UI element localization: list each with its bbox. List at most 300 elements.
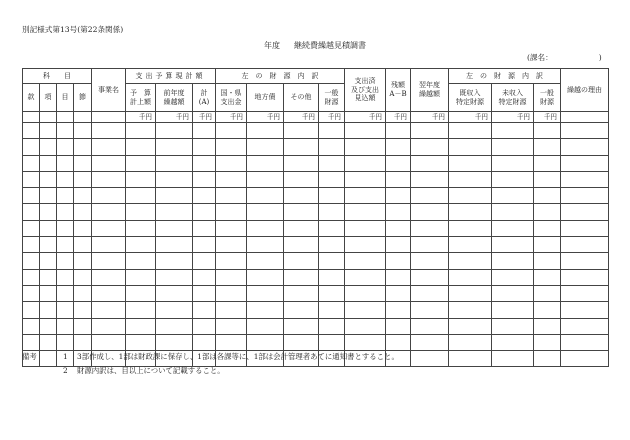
table-cell[interactable] (57, 139, 74, 155)
table-cell[interactable] (561, 334, 609, 350)
table-cell[interactable] (247, 220, 284, 236)
table-cell[interactable] (156, 237, 193, 253)
table-cell[interactable] (193, 237, 216, 253)
table-cell[interactable] (247, 285, 284, 301)
table-cell[interactable] (40, 302, 57, 318)
table-cell[interactable] (216, 220, 247, 236)
table-cell[interactable] (23, 123, 40, 139)
table-cell[interactable] (345, 253, 386, 269)
table-cell[interactable] (492, 220, 534, 236)
table-cell[interactable] (492, 171, 534, 187)
table-cell[interactable] (449, 204, 492, 220)
table-cell[interactable] (126, 302, 156, 318)
table-cell[interactable] (534, 237, 561, 253)
table-cell[interactable] (449, 351, 492, 367)
table-cell[interactable] (92, 285, 126, 301)
table-cell[interactable] (193, 220, 216, 236)
table-cell[interactable] (284, 334, 319, 350)
table-cell[interactable] (216, 253, 247, 269)
table-cell[interactable] (492, 302, 534, 318)
table-cell[interactable] (156, 155, 193, 171)
table-cell[interactable] (193, 139, 216, 155)
table-cell[interactable] (492, 351, 534, 367)
table-cell[interactable] (492, 285, 534, 301)
table-cell[interactable] (561, 318, 609, 334)
table-cell[interactable] (319, 237, 345, 253)
table-cell[interactable] (386, 123, 411, 139)
table-cell[interactable] (284, 188, 319, 204)
table-row (23, 188, 609, 204)
table-cell[interactable] (23, 302, 40, 318)
header-kamoku: 科 目 (23, 69, 92, 84)
table-cell[interactable] (561, 351, 609, 367)
table-cell[interactable] (40, 237, 57, 253)
table-cell[interactable] (449, 253, 492, 269)
table-cell[interactable] (74, 123, 92, 139)
table-cell[interactable] (74, 204, 92, 220)
table-cell[interactable] (92, 318, 126, 334)
table-cell[interactable] (193, 155, 216, 171)
table-cell[interactable] (492, 155, 534, 171)
table-cell[interactable] (23, 139, 40, 155)
table-cell[interactable] (561, 302, 609, 318)
table-cell[interactable] (492, 204, 534, 220)
table-cell[interactable] (92, 269, 126, 285)
table-cell[interactable] (156, 139, 193, 155)
table-cell[interactable] (40, 220, 57, 236)
table-cell[interactable] (561, 237, 609, 253)
table-cell[interactable] (411, 204, 449, 220)
table-cell[interactable] (319, 334, 345, 350)
unit-kei: 千円 (193, 112, 216, 123)
table-cell[interactable] (284, 318, 319, 334)
table-cell[interactable] (411, 220, 449, 236)
table-cell[interactable] (74, 188, 92, 204)
table-cell[interactable] (156, 285, 193, 301)
table-cell[interactable] (40, 171, 57, 187)
table-cell[interactable] (40, 155, 57, 171)
table-cell[interactable] (247, 334, 284, 350)
table-cell[interactable] (561, 123, 609, 139)
table-cell[interactable] (126, 188, 156, 204)
title-main: 継続費繰越見積調書 (294, 41, 366, 50)
table-cell[interactable] (74, 334, 92, 350)
table-cell[interactable] (284, 220, 319, 236)
table-cell[interactable] (411, 351, 449, 367)
header-mishu: 未収入 特定財源 (492, 84, 534, 112)
header-yokunendo: 翌年度 繰越額 (411, 69, 449, 112)
table-cell[interactable] (216, 123, 247, 139)
table-cell[interactable] (411, 188, 449, 204)
table-cell[interactable] (492, 139, 534, 155)
table-cell[interactable] (386, 204, 411, 220)
table-cell[interactable] (534, 285, 561, 301)
table-cell[interactable] (57, 204, 74, 220)
table-cell[interactable] (534, 269, 561, 285)
table-cell[interactable] (126, 220, 156, 236)
table-cell[interactable] (411, 269, 449, 285)
table-cell[interactable] (57, 318, 74, 334)
table-cell[interactable] (247, 237, 284, 253)
table-cell[interactable] (247, 171, 284, 187)
table-cell[interactable] (386, 253, 411, 269)
table-cell[interactable] (319, 155, 345, 171)
table-row (23, 139, 609, 155)
table-cell[interactable] (126, 123, 156, 139)
table-cell[interactable] (23, 285, 40, 301)
table-cell[interactable] (561, 188, 609, 204)
table-cell[interactable] (193, 302, 216, 318)
table-cell[interactable] (23, 237, 40, 253)
table-cell[interactable] (216, 334, 247, 350)
table-cell[interactable] (319, 269, 345, 285)
table-cell[interactable] (57, 285, 74, 301)
table-cell[interactable] (216, 171, 247, 187)
table-cell[interactable] (156, 253, 193, 269)
table-cell[interactable] (92, 237, 126, 253)
table-cell[interactable] (284, 171, 319, 187)
unit-cell (92, 112, 126, 123)
table-cell[interactable] (386, 139, 411, 155)
table-cell[interactable] (92, 204, 126, 220)
table-cell[interactable] (74, 237, 92, 253)
table-cell[interactable] (449, 285, 492, 301)
table-cell[interactable] (411, 334, 449, 350)
table-cell[interactable] (74, 220, 92, 236)
unit-kishu: 千円 (449, 112, 492, 123)
table-row (23, 123, 609, 139)
table-cell[interactable] (345, 237, 386, 253)
table-cell[interactable] (193, 253, 216, 269)
table-cell[interactable] (57, 188, 74, 204)
header-zaigen: 左 の 財 源 内 訳 (216, 69, 345, 84)
table-cell[interactable] (411, 285, 449, 301)
table-cell[interactable] (345, 269, 386, 285)
table-cell[interactable] (126, 237, 156, 253)
table-cell[interactable] (319, 253, 345, 269)
table-cell[interactable] (492, 269, 534, 285)
table-cell[interactable] (247, 253, 284, 269)
table-cell[interactable] (386, 188, 411, 204)
title-year: 年度 (264, 41, 280, 50)
header-shishutsuzumi: 支出済 及び支出 見込額 (345, 69, 386, 112)
table-cell[interactable] (534, 318, 561, 334)
table-cell[interactable] (386, 220, 411, 236)
unit-ippan-b: 千円 (534, 112, 561, 123)
table-cell[interactable] (561, 220, 609, 236)
table-cell[interactable] (216, 204, 247, 220)
table-cell[interactable] (57, 334, 74, 350)
header-ippan-b: 一般 財源 (534, 84, 561, 112)
table-cell[interactable] (449, 237, 492, 253)
table-cell[interactable] (534, 171, 561, 187)
table-cell[interactable] (319, 302, 345, 318)
table-cell[interactable] (23, 269, 40, 285)
table-cell[interactable] (40, 285, 57, 301)
table-cell[interactable] (92, 220, 126, 236)
table-cell[interactable] (534, 253, 561, 269)
table-cell[interactable] (345, 220, 386, 236)
table-cell[interactable] (126, 253, 156, 269)
table-cell[interactable] (23, 253, 40, 269)
table-cell[interactable] (40, 123, 57, 139)
table-cell[interactable] (561, 204, 609, 220)
table-cell[interactable] (534, 139, 561, 155)
table-cell[interactable] (193, 171, 216, 187)
table-cell[interactable] (284, 269, 319, 285)
table-cell[interactable] (449, 302, 492, 318)
table-cell[interactable] (126, 334, 156, 350)
note-number: 1 (63, 352, 68, 361)
table-cell[interactable] (561, 253, 609, 269)
table-cell[interactable] (534, 220, 561, 236)
table-cell[interactable] (411, 302, 449, 318)
table-cell[interactable] (284, 155, 319, 171)
table-cell[interactable] (492, 188, 534, 204)
table-cell[interactable] (74, 253, 92, 269)
table-cell[interactable] (247, 302, 284, 318)
table-cell[interactable] (534, 334, 561, 350)
table-cell[interactable] (40, 334, 57, 350)
table-cell[interactable] (40, 188, 57, 204)
table-cell[interactable] (449, 171, 492, 187)
table-cell[interactable] (247, 155, 284, 171)
table-cell[interactable] (156, 171, 193, 187)
table-cell[interactable] (216, 269, 247, 285)
table-cell[interactable] (156, 334, 193, 350)
table-cell[interactable] (57, 302, 74, 318)
table-cell[interactable] (247, 123, 284, 139)
table-cell[interactable] (193, 188, 216, 204)
table-cell[interactable] (449, 188, 492, 204)
table-cell[interactable] (449, 155, 492, 171)
table-cell[interactable] (284, 123, 319, 139)
table-cell[interactable] (345, 302, 386, 318)
table-cell[interactable] (345, 123, 386, 139)
table-cell[interactable] (40, 204, 57, 220)
table-cell[interactable] (247, 269, 284, 285)
table-cell[interactable] (449, 123, 492, 139)
table-cell[interactable] (411, 237, 449, 253)
table-cell[interactable] (23, 188, 40, 204)
table-cell[interactable] (561, 155, 609, 171)
table-cell[interactable] (216, 237, 247, 253)
table-cell[interactable] (319, 204, 345, 220)
table-cell[interactable] (411, 171, 449, 187)
table-cell[interactable] (284, 285, 319, 301)
table-cell[interactable] (345, 334, 386, 350)
table-cell[interactable] (74, 318, 92, 334)
table-cell[interactable] (126, 139, 156, 155)
table-cell[interactable] (345, 318, 386, 334)
table-cell[interactable] (74, 302, 92, 318)
table-cell[interactable] (411, 155, 449, 171)
table-cell[interactable] (40, 269, 57, 285)
table-cell[interactable] (319, 171, 345, 187)
table-cell[interactable] (216, 139, 247, 155)
table-cell[interactable] (193, 123, 216, 139)
table-cell[interactable] (561, 285, 609, 301)
table-cell[interactable] (492, 237, 534, 253)
table-row (23, 269, 609, 285)
unit-cell (23, 112, 40, 123)
table-cell[interactable] (92, 253, 126, 269)
table-cell[interactable] (386, 269, 411, 285)
table-cell[interactable] (126, 269, 156, 285)
table-cell[interactable] (449, 269, 492, 285)
table-cell[interactable] (561, 269, 609, 285)
table-cell[interactable] (319, 123, 345, 139)
table-cell[interactable] (345, 171, 386, 187)
table-cell[interactable] (492, 123, 534, 139)
table-cell[interactable] (319, 188, 345, 204)
table-cell[interactable] (492, 334, 534, 350)
table-cell[interactable] (156, 269, 193, 285)
table-cell[interactable] (23, 155, 40, 171)
table-cell[interactable] (386, 302, 411, 318)
table-cell[interactable] (156, 204, 193, 220)
table-cell[interactable] (386, 318, 411, 334)
table-cell[interactable] (319, 220, 345, 236)
table-cell[interactable] (534, 188, 561, 204)
table-cell[interactable] (411, 318, 449, 334)
table-cell[interactable] (534, 155, 561, 171)
table-cell[interactable] (74, 155, 92, 171)
table-cell[interactable] (40, 139, 57, 155)
table-cell[interactable] (345, 155, 386, 171)
unit-yosan: 千円 (126, 112, 156, 123)
table-cell[interactable] (492, 318, 534, 334)
department-open: (課名： (527, 53, 553, 62)
table-cell[interactable] (284, 204, 319, 220)
table-cell[interactable] (534, 302, 561, 318)
table-cell[interactable] (92, 188, 126, 204)
table-cell[interactable] (193, 318, 216, 334)
header-zangaku: 残額 A－B (386, 69, 411, 112)
table-cell[interactable] (216, 302, 247, 318)
table-cell[interactable] (345, 188, 386, 204)
table-cell[interactable] (216, 318, 247, 334)
table-cell[interactable] (319, 318, 345, 334)
table-cell[interactable] (216, 188, 247, 204)
table-cell[interactable] (126, 171, 156, 187)
table-cell[interactable] (561, 139, 609, 155)
table-cell[interactable] (126, 318, 156, 334)
table-cell[interactable] (386, 285, 411, 301)
table-cell[interactable] (492, 253, 534, 269)
table-cell[interactable] (449, 318, 492, 334)
table-cell[interactable] (319, 139, 345, 155)
table-cell[interactable] (247, 204, 284, 220)
table-cell[interactable] (57, 220, 74, 236)
table-cell[interactable] (247, 139, 284, 155)
table-cell[interactable] (23, 171, 40, 187)
table-cell[interactable] (92, 139, 126, 155)
table-cell[interactable] (57, 253, 74, 269)
table-cell[interactable] (23, 220, 40, 236)
table-cell[interactable] (126, 204, 156, 220)
table-cell[interactable] (57, 269, 74, 285)
table-cell[interactable] (449, 334, 492, 350)
table-cell[interactable] (193, 285, 216, 301)
table-cell[interactable] (193, 269, 216, 285)
table-cell[interactable] (92, 123, 126, 139)
table-cell[interactable] (386, 334, 411, 350)
table-cell[interactable] (74, 139, 92, 155)
table-cell[interactable] (561, 171, 609, 187)
table-cell[interactable] (23, 334, 40, 350)
table-cell[interactable] (284, 302, 319, 318)
table-cell[interactable] (534, 123, 561, 139)
table-cell[interactable] (57, 237, 74, 253)
table-cell[interactable] (449, 220, 492, 236)
table-cell[interactable] (386, 237, 411, 253)
header-setsu: 節 (74, 84, 92, 112)
table-cell[interactable] (345, 139, 386, 155)
table-cell[interactable] (156, 220, 193, 236)
table-cell[interactable] (156, 123, 193, 139)
note-row (22, 364, 399, 378)
header-yosan: 予 算 計上額 (126, 84, 156, 112)
table-cell[interactable] (92, 171, 126, 187)
table-cell[interactable] (57, 155, 74, 171)
table-cell[interactable] (126, 155, 156, 171)
table-cell[interactable] (74, 269, 92, 285)
table-cell[interactable] (345, 285, 386, 301)
table-cell[interactable] (247, 188, 284, 204)
table-row (23, 253, 609, 269)
table-cell[interactable] (57, 123, 74, 139)
table-cell[interactable] (319, 285, 345, 301)
unit-cell (561, 112, 609, 123)
table-cell[interactable] (386, 171, 411, 187)
table-cell[interactable] (23, 204, 40, 220)
table-cell[interactable] (126, 285, 156, 301)
unit-sonota: 千円 (284, 112, 319, 123)
table-cell[interactable] (345, 204, 386, 220)
table-cell[interactable] (156, 302, 193, 318)
table-cell[interactable] (40, 318, 57, 334)
table-cell[interactable] (193, 204, 216, 220)
table-row (23, 302, 609, 318)
table-cell[interactable] (534, 204, 561, 220)
table-cell[interactable] (449, 139, 492, 155)
table-cell[interactable] (284, 237, 319, 253)
table-cell[interactable] (92, 155, 126, 171)
table-cell[interactable] (40, 253, 57, 269)
table-cell[interactable] (57, 171, 74, 187)
table-cell[interactable] (156, 188, 193, 204)
table-cell[interactable] (411, 253, 449, 269)
table-cell[interactable] (386, 155, 411, 171)
table-cell[interactable] (411, 139, 449, 155)
table-cell[interactable] (284, 253, 319, 269)
table-cell[interactable] (193, 334, 216, 350)
table-cell[interactable] (216, 285, 247, 301)
table-cell[interactable] (156, 318, 193, 334)
table-cell[interactable] (216, 155, 247, 171)
table-cell[interactable] (74, 171, 92, 187)
table-cell[interactable] (284, 139, 319, 155)
table-row (23, 237, 609, 253)
table-cell[interactable] (534, 351, 561, 367)
table-cell[interactable] (247, 318, 284, 334)
table-cell[interactable] (23, 318, 40, 334)
table-cell[interactable] (411, 123, 449, 139)
table-cell[interactable] (92, 302, 126, 318)
table-cell[interactable] (92, 334, 126, 350)
table-cell[interactable] (74, 285, 92, 301)
